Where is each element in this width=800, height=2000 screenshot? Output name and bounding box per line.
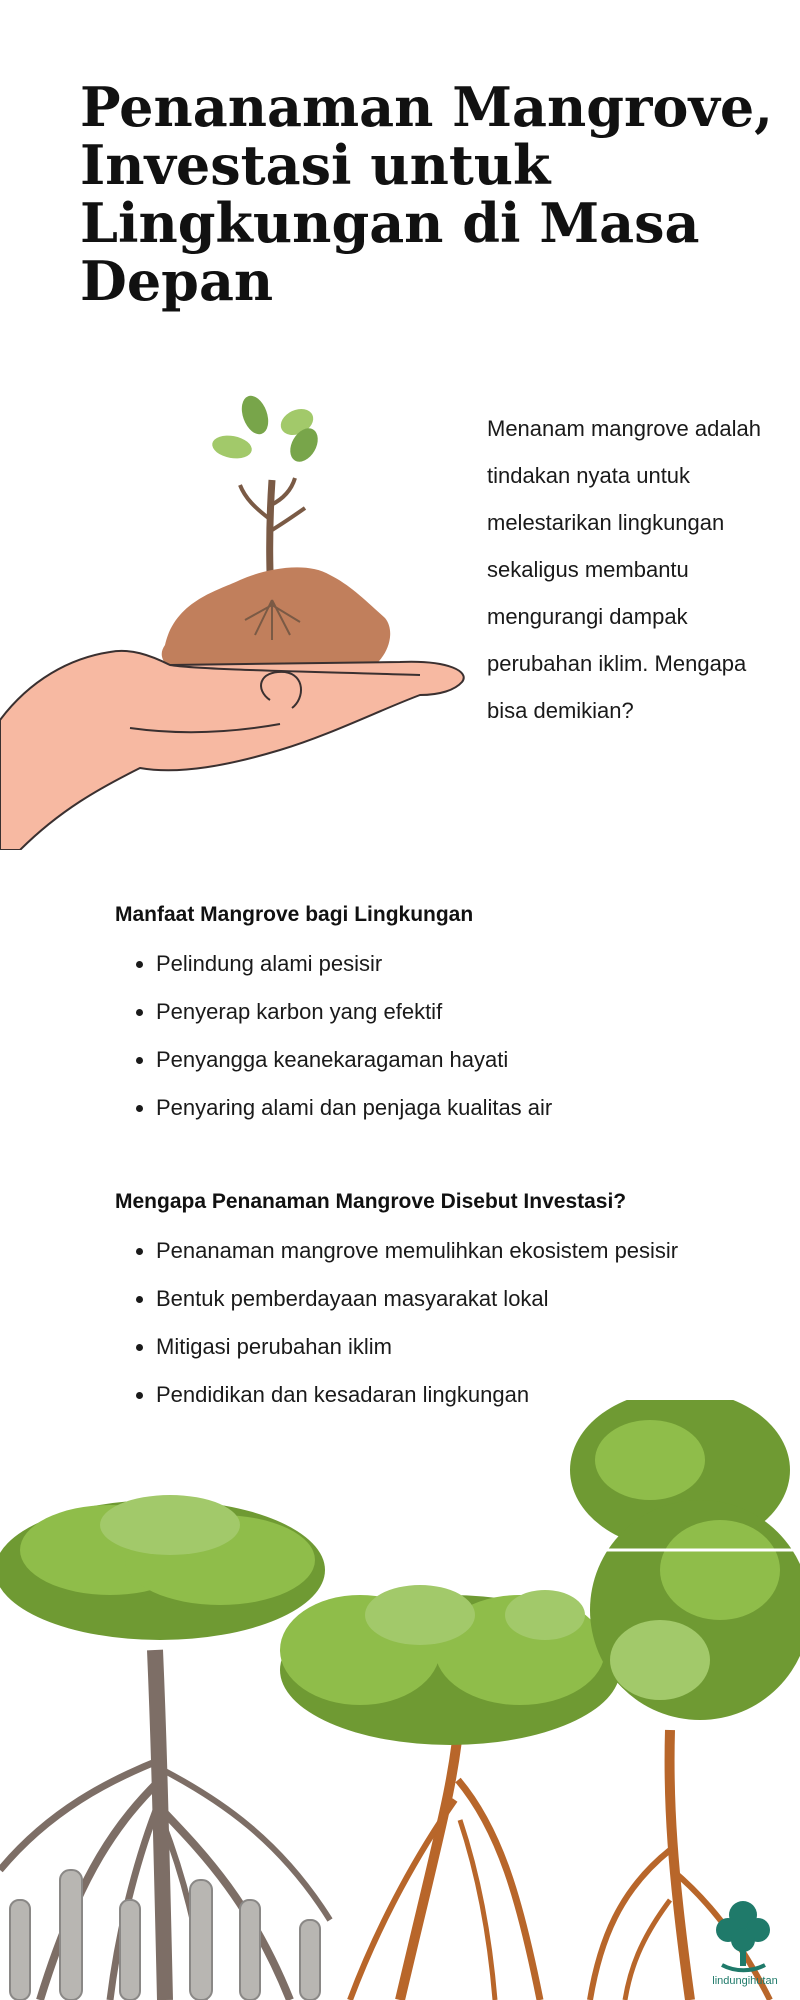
- investment-section: [115, 1187, 795, 1419]
- benefits-heading: Manfaat Mangrove bagi Lingkungan: [115, 903, 474, 926]
- list-item: • Mitigasi perubahan iklim: [156, 1323, 795, 1371]
- list-item: • Pendidikan dan kesadaran lingkungan: [156, 1371, 795, 1419]
- benefits-section: [115, 900, 795, 1132]
- list-item: • Pelindung alami pesisir: [156, 940, 795, 988]
- list-item: • Penyangga keanekaragaman hayati: [156, 1036, 795, 1084]
- investment-heading: Mengapa Penanaman Mangrove Disebut Investasi?: [115, 1190, 627, 1213]
- list-item: • Bentuk pemberdayaan masyarakat lokal: [156, 1275, 795, 1323]
- left-mangrove-tree: [0, 1495, 330, 2000]
- investment-list: [115, 1227, 795, 1419]
- middle-mangrove-tree: [280, 1585, 620, 2000]
- benefits-list: [115, 940, 795, 1132]
- hand-holding-seedling-icon: [0, 390, 480, 850]
- tree-logo-icon: [716, 1901, 770, 1970]
- list-item: • Penyaring alami dan penjaga kualitas air: [156, 1084, 795, 1132]
- logo-text: lindungihutan: [712, 1975, 778, 1987]
- list-item: • Penanaman mangrove memulihkan ekosistem pesisir: [156, 1227, 795, 1275]
- mangrove-trees-illustration: [0, 1400, 800, 2000]
- intro-text: Menanam mangrove adalah tindakan nyata untuk melestarikan lingkungan sekaligus membantu mengurangi dampak perubahan iklim. Mengapa bisa demikian?: [487, 416, 761, 723]
- page-title: Penanaman Mangrove, Investasi untuk Lingkungan di Masa Depan: [80, 75, 773, 313]
- list-item: • Penyerap karbon yang efektif: [156, 988, 795, 1036]
